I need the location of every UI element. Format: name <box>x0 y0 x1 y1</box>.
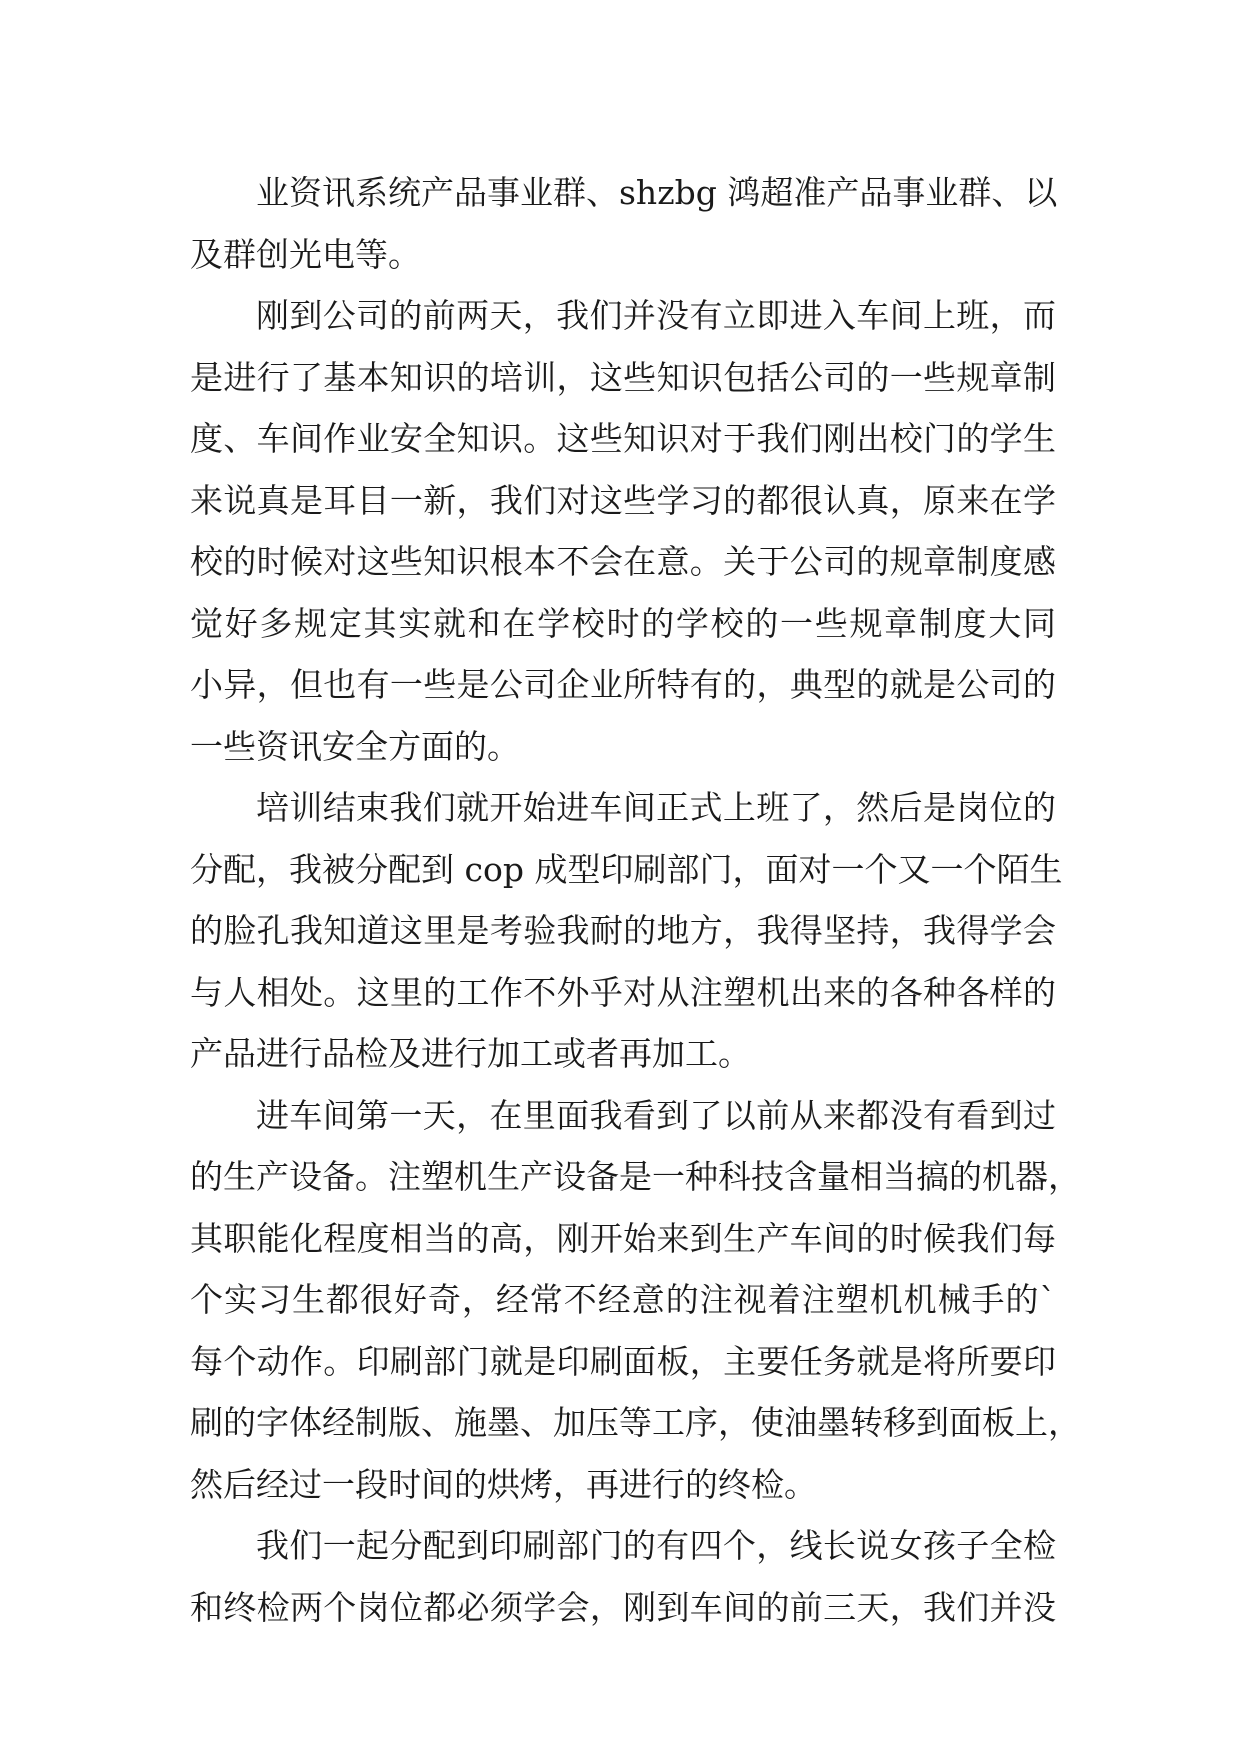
text-line: 其职能化程度相当的高，刚开始来到生产车间的时候我们每 <box>190 1218 1056 1258</box>
text-line: 度、车间作业安全知识。这些知识对于我们刚出校门的学生 <box>190 419 1056 458</box>
text-line: 培训结束我们就开始进车间正式上班了，然后是岗位的 <box>256 788 1056 827</box>
text-line: 刚到公司的前两天，我们并没有立即进入车间上班，而 <box>256 296 1056 335</box>
text-line: 业资讯系统产品事业群、shzbg 鸿超准产品事业群、以 <box>256 173 1058 212</box>
text-line: 一些资讯安全方面的。 <box>190 726 520 766</box>
text-line: 刷的字体经制版、施墨、加压等工序，使油墨转移到面板上， <box>190 1403 1081 1442</box>
text-line: 我们一起分配到印刷部门的有四个，线长说女孩子全检 <box>256 1526 1056 1565</box>
text-line: 产品进行品检及进行加工或者再加工。 <box>190 1034 751 1073</box>
text-line: 然后经过一段时间的烘烤，再进行的终检。 <box>190 1464 817 1504</box>
document-body <box>190 162 1081 1638</box>
text-line: 个实习生都很好奇，经常不经意的注视着注塑机机械手的` <box>190 1280 1056 1319</box>
text-line: 是进行了基本知识的培训，这些知识包括公司的一些规章制 <box>190 357 1056 397</box>
text-line: 校的时候对这些知识根本不会在意。关于公司的规章制度感 <box>190 542 1056 581</box>
text-line: 的生产设备。注塑机生产设备是一种科技含量相当搞的机器， <box>190 1157 1081 1196</box>
text-line: 每个动作。印刷部门就是印刷面板，主要任务就是将所要印 <box>190 1341 1056 1381</box>
text-line: 及群创光电等。 <box>190 234 421 274</box>
text-line: 觉好多规定其实就和在学校时的学校的一些规章制度大同 <box>190 603 1056 643</box>
text-line: 进车间第一天，在里面我看到了以前从来都没有看到过 <box>256 1095 1056 1135</box>
text-line: 和终检两个岗位都必须学会，刚到车间的前三天，我们并没 <box>190 1587 1056 1627</box>
text-line: 分配，我被分配到 cop 成型印刷部门，面对一个又一个陌生 <box>190 849 1063 889</box>
text-line: 小异，但也有一些是公司企业所特有的，典型的就是公司的 <box>190 665 1056 704</box>
text-line: 与人相处。这里的工作不外乎对从注塑机出来的各种各样的 <box>190 972 1056 1012</box>
text-line: 的脸孔我知道这里是考验我耐的地方，我得坚持，我得学会 <box>190 911 1056 950</box>
text-line: 来说真是耳目一新，我们对这些学习的都很认真，原来在学 <box>190 480 1056 520</box>
